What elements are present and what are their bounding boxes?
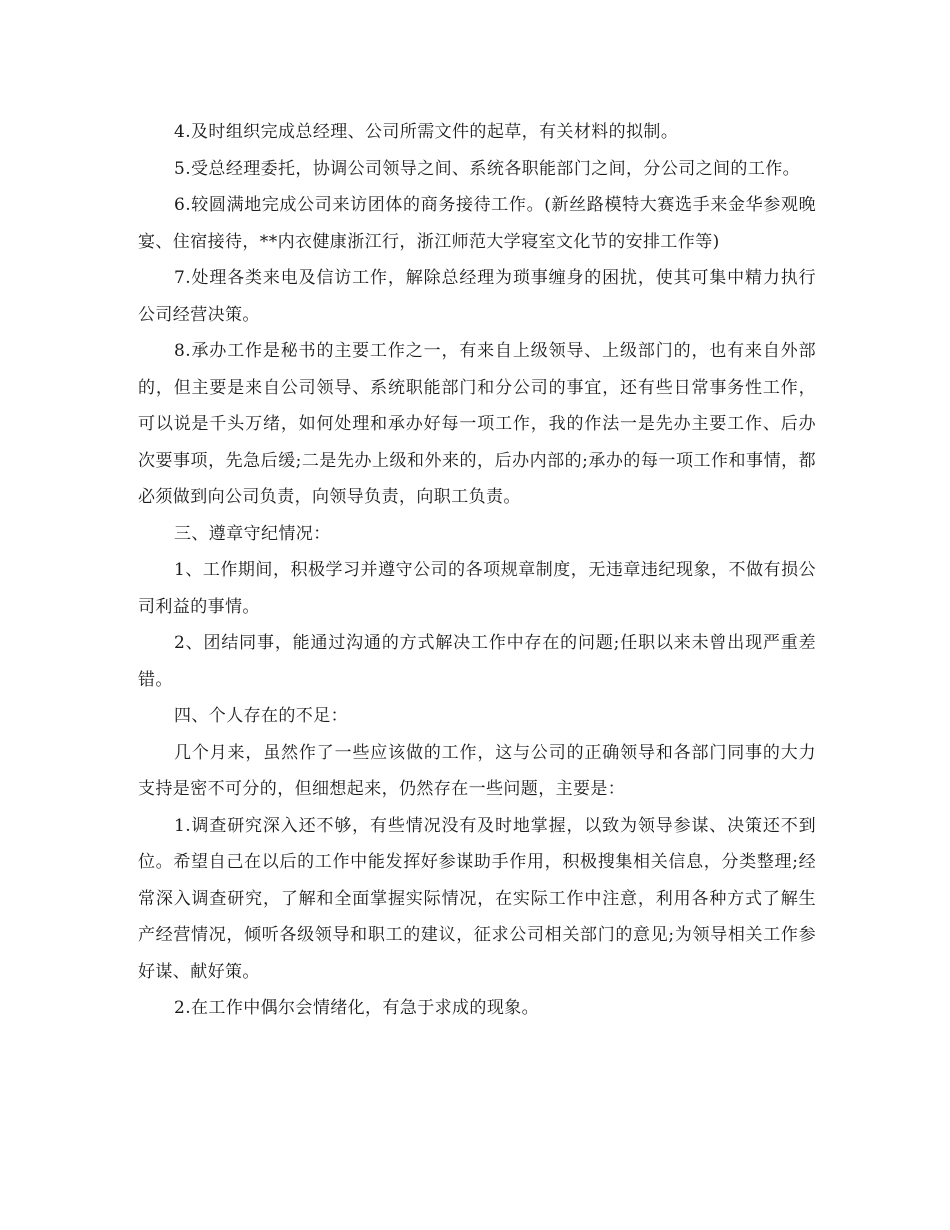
paragraph-item-5: 5.受总经理委托，协调公司领导之间、系统各职能部门之间，分公司之间的工作。	[174, 158, 801, 179]
paragraph-item-6: 6.较圆满地完成公司来访团体的商务接待工作。(新丝路模特大赛选手来金华参观晚宴、住宿接待，**内衣健康浙江行，浙江师范大学寝室文化节的安排工作等)	[138, 195, 816, 252]
paragraph-shortcoming-2: 2.在工作中偶尔会情绪化，有急于求成的现象。	[174, 998, 540, 1018]
paragraph-shortcoming-1: 1.调查研究深入还不够，有些情况没有及时地掌握，以致为领导参谋、决策还不到位。希望自己在以后的工作中能发挥好参谋助手作用，积极搜集相关信息，分类整理;经常深入调查研究，了解和全面掌握实际情况，在实际工作中注意，利用各种方式了解生产经营情况，倾听各级领导和职工的建议，征求公司相关部门的意见;为领导相关工作参好谋、献好策。	[138, 815, 816, 982]
paragraph-item-4: 4.及时组织完成总经理、公司所需文件的起草，有关材料的拟制。	[174, 122, 679, 142]
document-body	[138, 114, 816, 1027]
section-heading-shortcomings: 四、个人存在的不足：	[174, 706, 348, 726]
paragraph-item-7: 7.处理各类来电及信访工作，解除总经理为琐事缠身的困扰，使其可集中精力执行公司经营决策。	[138, 268, 816, 325]
paragraph-compliance-2: 2、团结同事，能通过沟通的方式解决工作中存在的问题;任职以来未曾出现严重差错。	[138, 633, 816, 690]
section-heading-compliance: 三、遵章守纪情况：	[174, 523, 331, 544]
paragraph-shortcomings-intro: 几个月来，虽然作了一些应该做的工作，这与公司的正确领导和各部门同事的大力支持是密不可分的，但细想起来，仍然存在一些问题，主要是：	[138, 742, 816, 799]
paragraph-item-8: 8.承办工作是秘书的主要工作之一，有来自上级领导、上级部门的，也有来自外部的，但主要是来自公司领导、系统职能部门和分公司的事宜，还有些日常事务性工作，可以说是千头万绪，如何处理和承办好每一项工作，我的作法一是先办主要工作、后办次要事项，先急后缓;二是先办上级和外来的，后办内部的;承办的每一项工作和事情，都必须做到向公司负责，向领导负责，向职工负责。	[138, 341, 816, 507]
paragraph-compliance-1: 1、工作期间，积极学习并遵守公司的各项规章制度，无违章违纪现象，不做有损公司利益的事情。	[138, 560, 816, 617]
